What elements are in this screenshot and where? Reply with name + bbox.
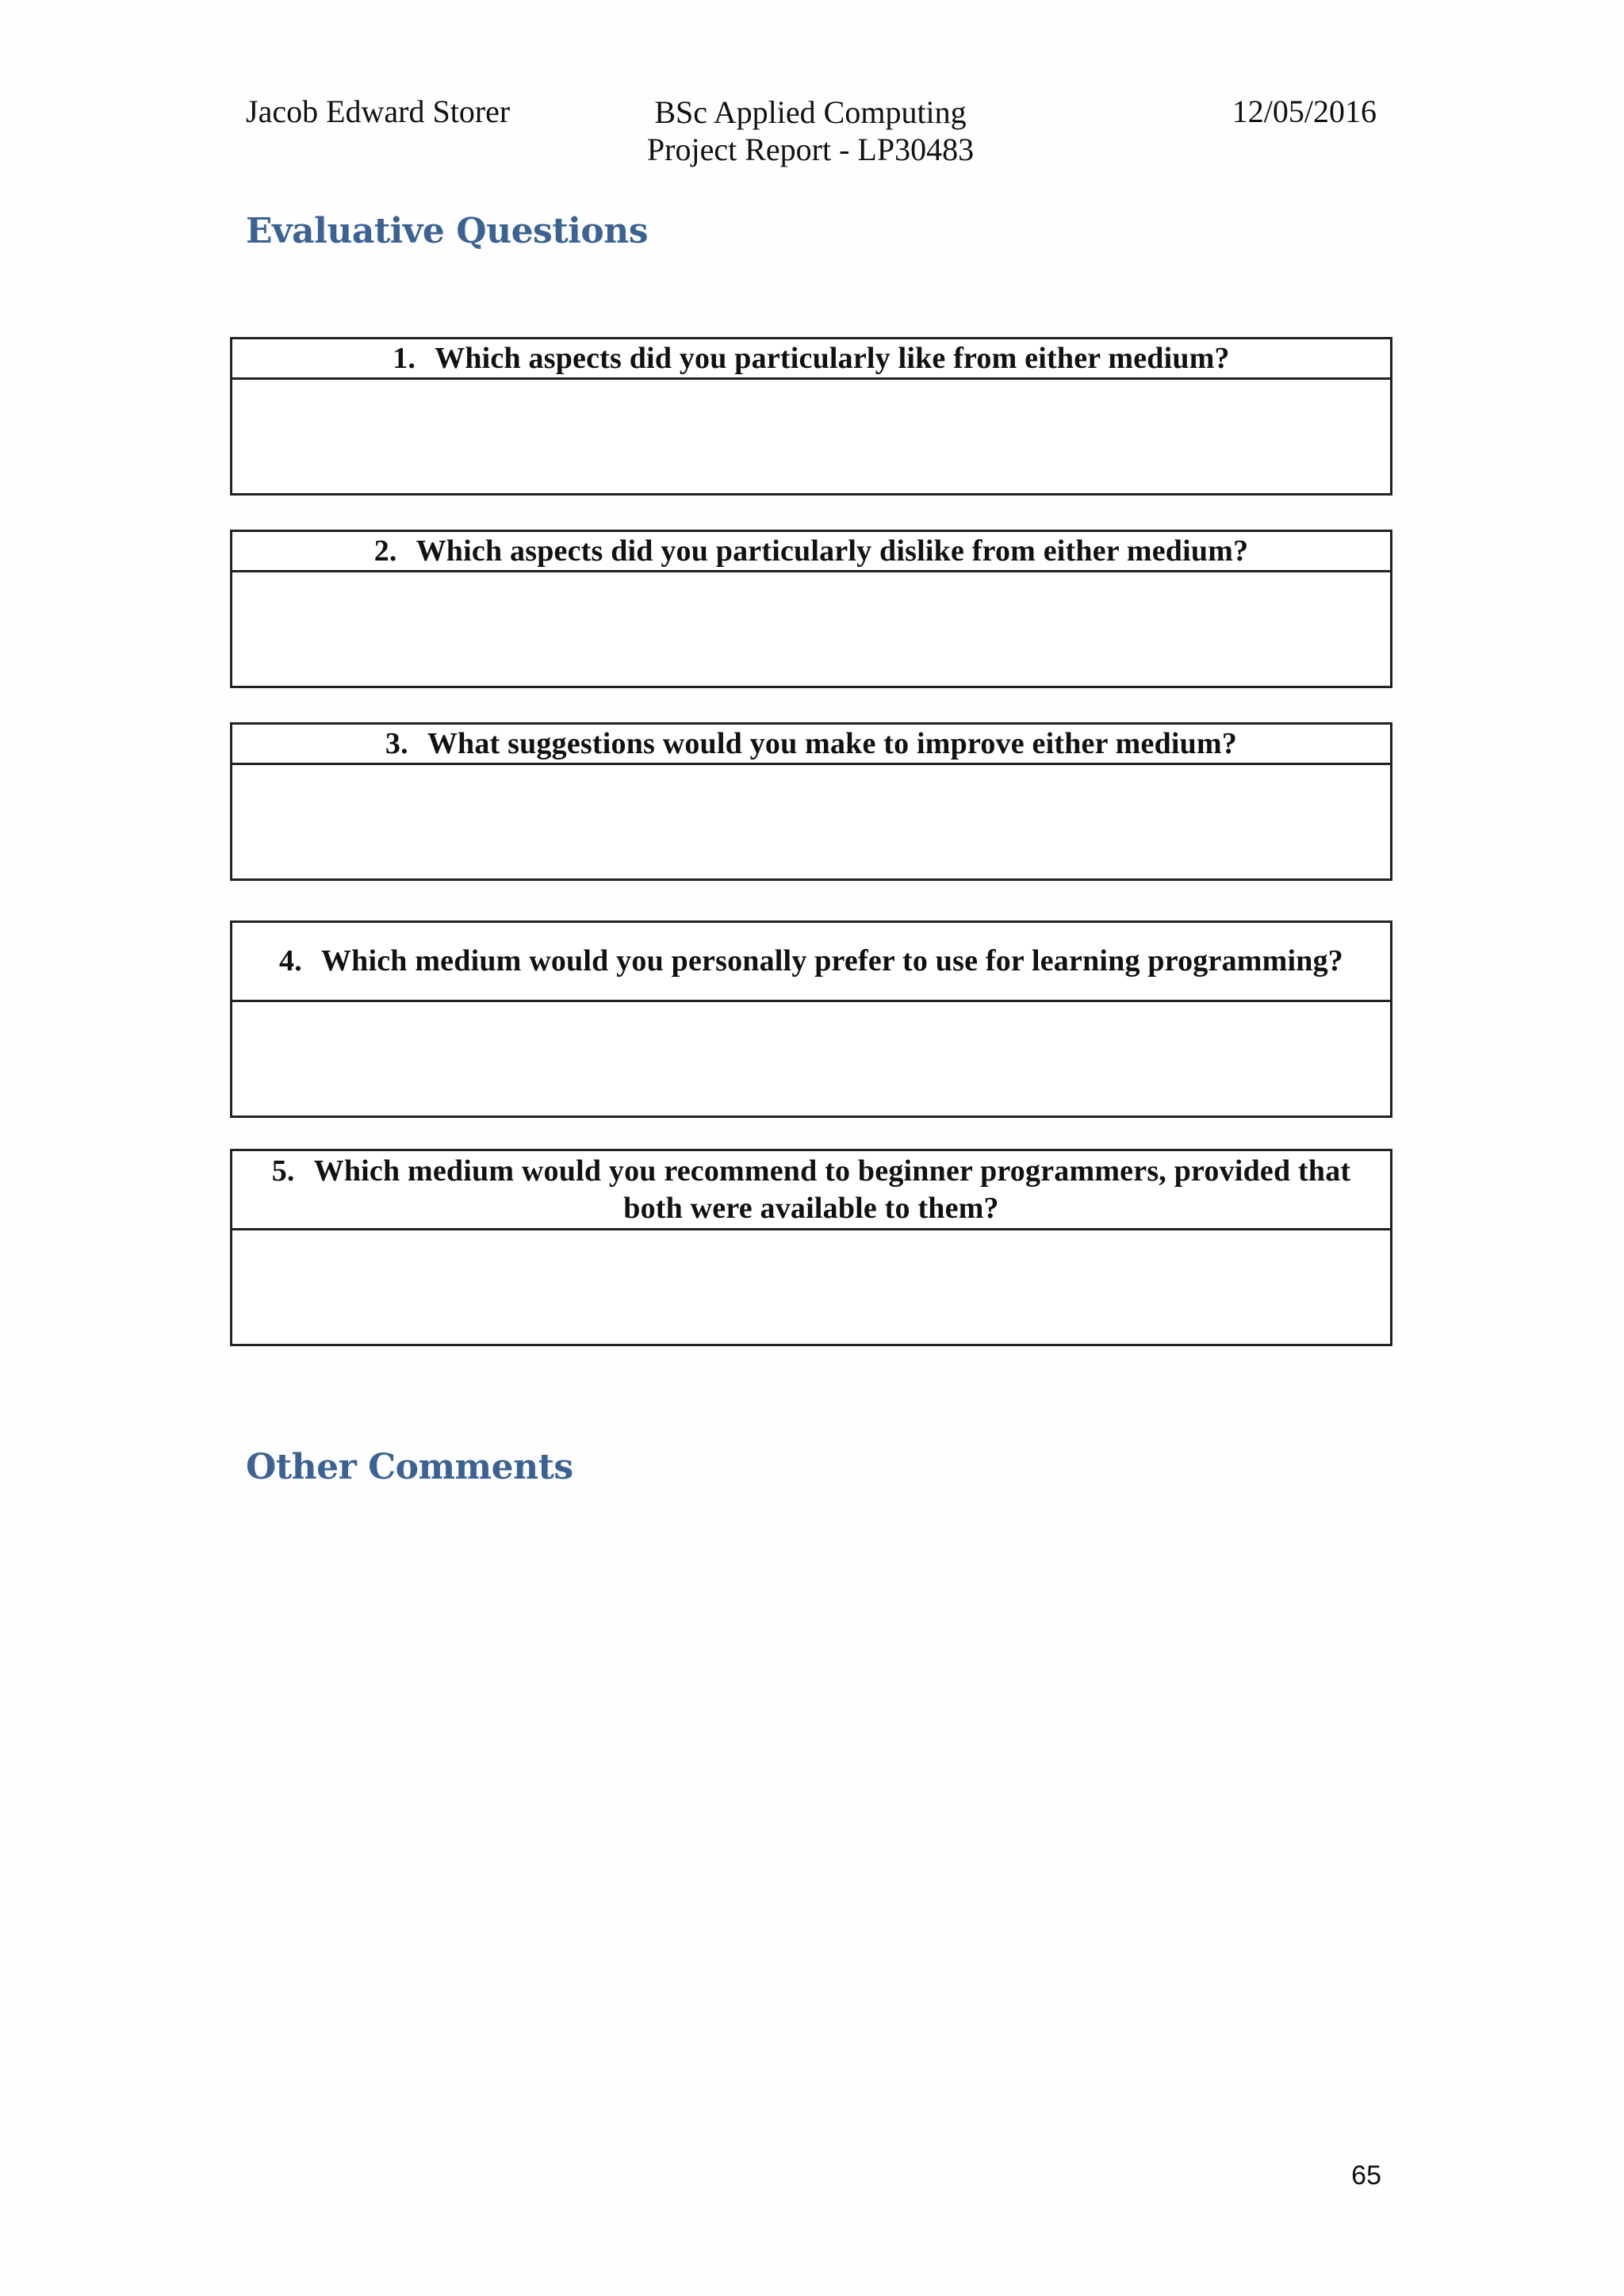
answer-area-2[interactable] — [232, 572, 1390, 686]
question-number-4: 4. — [279, 944, 302, 978]
header-course-line2: Project Report - LP30483 — [646, 132, 975, 167]
answer-area-5[interactable] — [232, 1230, 1390, 1344]
question-number-1: 1. — [393, 341, 416, 375]
question-box-3 — [230, 722, 1392, 881]
question-box-4 — [230, 920, 1392, 1118]
question-text-4-body: Which medium would you personally prefer to use for learning programming? — [320, 944, 1343, 978]
question-text-3: What suggestions would you make to improve either medium? — [427, 726, 1238, 760]
evaluative-questions-heading: Evaluative Questions — [246, 211, 648, 251]
question-number-2: 2. — [373, 534, 397, 568]
header-course — [0, 94, 1622, 168]
header-date: 12/05/2016 — [1231, 94, 1377, 129]
question-text-2: Which aspects did you particularly dislike from either medium? — [416, 534, 1249, 568]
question-text-1: Which aspects did you particularly like from either medium? — [435, 341, 1230, 375]
question-header-2 — [232, 532, 1390, 572]
question-header-1 — [232, 339, 1390, 380]
question-text-5-body: Which medium would you recommend to beginner programmers, provided that both were available to them? — [313, 1154, 1351, 1225]
question-header-4 — [232, 923, 1390, 1002]
question-box-5 — [230, 1149, 1392, 1346]
question-header-5 — [232, 1151, 1390, 1230]
question-text-5 — [264, 1153, 1358, 1227]
other-comments-heading: Other Comments — [246, 1447, 573, 1487]
answer-area-3[interactable] — [232, 765, 1390, 878]
question-box-1 — [230, 337, 1392, 496]
question-number-5: 5. — [271, 1154, 295, 1188]
page-number: 65 — [1351, 2160, 1381, 2191]
header-author: Jacob Edward Storer — [246, 94, 511, 129]
answer-area-1[interactable] — [232, 380, 1390, 493]
answer-area-4[interactable] — [232, 1002, 1390, 1115]
question-header-3 — [232, 725, 1390, 765]
question-number-3: 3. — [385, 726, 408, 760]
header-course-line1: BSc Applied Computing — [654, 94, 967, 130]
question-box-2 — [230, 530, 1392, 688]
question-text-4 — [279, 943, 1343, 980]
